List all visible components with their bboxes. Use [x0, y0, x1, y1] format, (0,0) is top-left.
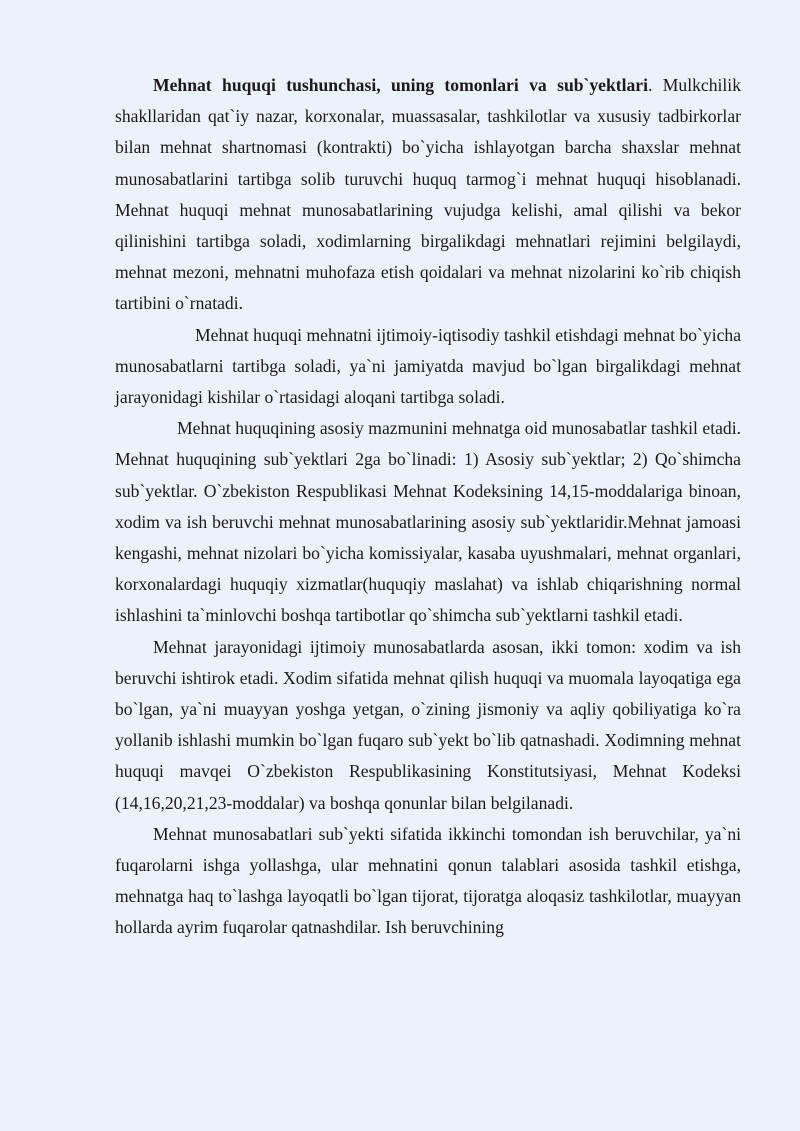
paragraph-5: Mehnat munosabatlari sub`yekti sifatida ikkinchi tomondan ish beruvchilar, ya`ni fuqarolarni ishga yollashga, ular mehnatini qonun talablari asosida tashkil etishga, mehnatga haq to`lashga layoqatli bo`lgan tijorat, tijoratga aloqasiz tashkilotlar, muayyan hollarda ayrim fuqarolar qatnashdilar. Ish beruvchining	[115, 823, 741, 938]
document-body	[115, 70, 741, 944]
paragraph-2: Mehnat huquqi mehnatni ijtimoiy-iqtisodiy tashkil etishdagi mehnat bo`yicha munosabatlarni tartibga soladi, ya`ni jamiyatda mavjud bo`lgan birgalikdagi mehnat jarayonidagi kishilar o`rtasidagi aloqani tartibga soladi.	[115, 324, 741, 408]
paragraph-text: . Mulkchilik shakllaridan qat`iy nazar, korxonalar, muassasalar, tashkilotlar va xususiy tadbirkorlar bilan mehnat shartnomasi (kontrakti) bo`yicha ishlayotgan barcha shaxslar mehnat munosabatlarini tartibga solib turuvchi huquq tarmog`i mehnat huquqi hisoblanadi. Mehnat huquqi mehnat munosabatlarining vujudga kelishi, amal qilishi va bekor qilinishini tartibga soladi, xodimlarning birgalikdagi mehnatlari rejimini belgilaydi, mehnat mezoni, mehnatni muhofaza etish qoidalari va mehnat nizolarini ko`rib chiqish tartibini o`rnatadi.	[115, 75, 741, 314]
paragraph-1	[115, 70, 741, 320]
paragraph-4: Mehnat jarayonidagi ijtimoiy munosabatlarda asosan, ikki tomon: xodim va ish beruvchi ishtirok etadi. Xodim sifatida mehnat qilish huquqi va muomala layoqatiga ega bo`lgan, ya`ni muayyan yoshga yetgan, o`zining jismoniy va aqliy qobiliyatiga ko`ra yollanib ishlashi mumkin bo`lgan fuqaro sub`yekt bo`lib qatnashadi. Xodimning mehnat huquqi mavqei O`zbekiston Respublikasining Konstitutsiyasi, Mehnat Kodeksi (14,16,20,21,23-moddalar) va boshqa qonunlar bilan belgilanadi.	[115, 636, 741, 813]
paragraph-3: Mehnat huquqining asosiy mazmunini mehnatga oid munosabatlar tashkil etadi. Mehnat huquqining sub`yektlari 2ga bo`linadi: 1) Asosiy sub`yektlar; 2) Qo`shimcha sub`yektlar. O`zbekiston Respublikasi Mehnat Kodeksining 14,15-moddalariga binoan, xodim va ish beruvchi mehnat munosabatlarining asosiy sub`yektlaridir.Mehnat jamoasi kengashi, mehnat nizolari bo`yicha komissiyalar, kasaba uyushmalari, mehnat organlari, korxonalardagi huquqiy xizmatlar(huquqiy maslahat) va ishlab chiqarishning normal ishlashini ta`minlovchi boshqa tartibotlar qo`shimcha sub`yektlarni tashkil etadi.	[115, 418, 741, 626]
section-heading: Mehnat huquqi tushunchasi, uning tomonlari va sub`yektlari	[153, 75, 648, 95]
